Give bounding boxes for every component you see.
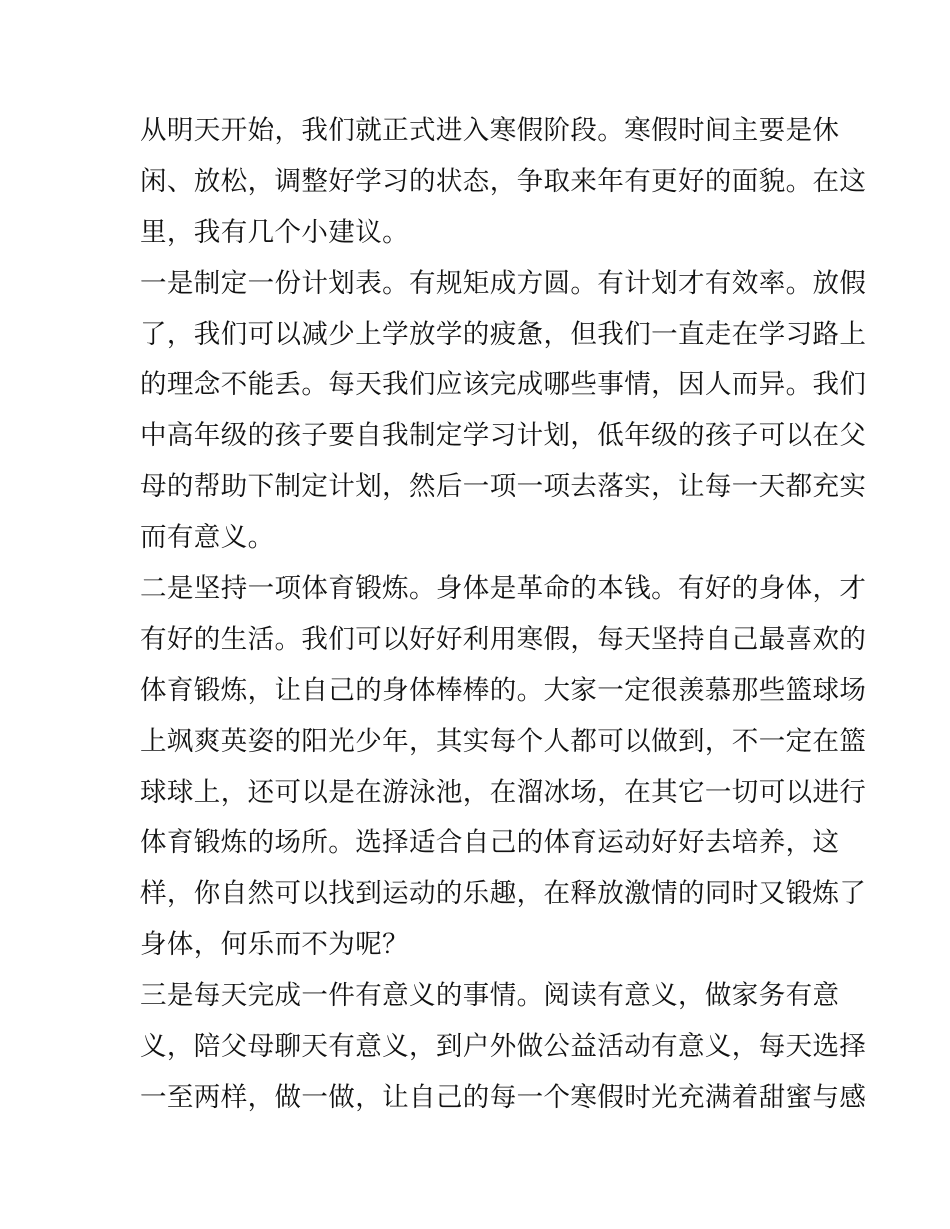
text-line: 了，我们可以减少上学放学的疲惫，但我们一直走在学习路上: [140, 318, 867, 350]
text-line: 三是每天完成一件有意义的事情。阅读有意义，做家务有意: [140, 980, 840, 1012]
text-line: 从明天开始，我们就正式进入寒假阶段。寒假时间主要是休: [140, 115, 840, 146]
text-line: 有好的生活。我们可以好好利用寒假，每天坚持自己最喜欢的: [140, 623, 867, 655]
text-line: 二是坚持一项体育锻炼。身体是革命的本钱。有好的身体，才: [140, 573, 867, 605]
text-line: 球球上，还可以是在游泳池，在溜冰场，在其它一切可以进行: [140, 776, 867, 808]
text-line: 体育锻炼，让自己的身体棒棒的。大家一定很羡慕那些篮球场: [140, 674, 867, 706]
text-line: 身体，何乐而不为呢？: [140, 929, 409, 961]
text-line: 的理念不能丢。每天我们应该完成哪些事情，因人而异。我们: [140, 369, 867, 401]
text-line: 中高年级的孩子要自我制定学习计划，低年级的孩子可以在父: [140, 420, 867, 452]
text-line: 闲、放松，调整好学习的状态，争取来年有更好的面貌。在这: [140, 165, 867, 197]
text-line: 一是制定一份计划表。有规矩成方圆。有计划才有效率。放假: [140, 267, 867, 299]
text-line: 母的帮助下制定计划，然后一项一项去落实，让每一天都充实: [140, 471, 867, 503]
text-line: 体育锻炼的场所。选择适合自己的体育运动好好去培养，这: [140, 827, 840, 859]
text-line: 上飒爽英姿的阳光少年，其实每个人都可以做到，不一定在篮: [140, 725, 867, 757]
text-line: 一至两样，做一做，让自己的每一个寒假时光充满着甜蜜与感: [140, 1081, 867, 1113]
text-line: 义，陪父母聊天有意义，到户外做公益活动有意义，每天选择: [140, 1031, 867, 1063]
text-line: 而有意义。: [140, 522, 275, 554]
body-text: [140, 106, 867, 1124]
text-line: 里，我有几个小建议。: [140, 216, 409, 248]
text-line: 样，你自然可以找到运动的乐趣，在释放激情的同时又锻炼了: [140, 878, 867, 910]
